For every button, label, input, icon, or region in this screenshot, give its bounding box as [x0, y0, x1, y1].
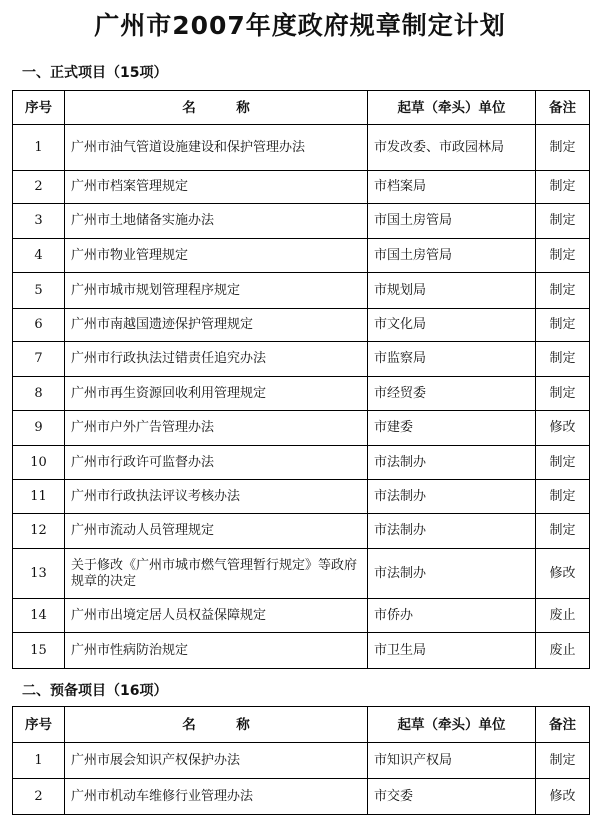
table-row [13, 239, 590, 273]
row-unit: 市建委 [368, 411, 536, 446]
row-unit: 市规划局 [368, 273, 536, 309]
row-name: 关于修改《广州市城市燃气管理暂行规定》等政府规章的决定 [65, 549, 368, 599]
table-row [13, 743, 590, 779]
header-note: 备注 [536, 707, 590, 743]
row-name: 广州市档案管理规定 [65, 171, 368, 204]
row-unit: 市发改委、市政园林局 [368, 125, 536, 171]
row-unit: 市卫生局 [368, 633, 536, 669]
table-row [13, 171, 590, 204]
row-number: 9 [13, 411, 65, 446]
row-number: 2 [13, 779, 65, 815]
row-name: 广州市南越国遗迹保护管理规定 [65, 309, 368, 342]
row-name: 广州市物业管理规定 [65, 239, 368, 273]
row-unit: 市知识产权局 [368, 743, 536, 779]
table-row [13, 125, 590, 171]
row-note: 制定 [536, 204, 590, 239]
table-row [13, 549, 590, 599]
table-row [13, 514, 590, 549]
row-number: 13 [13, 549, 65, 599]
header-number: 序号 [13, 707, 65, 743]
table-row [13, 599, 590, 633]
reserve-projects-table [12, 706, 590, 815]
table-row [13, 411, 590, 446]
row-number: 6 [13, 309, 65, 342]
row-name: 广州市行政执法评议考核办法 [65, 480, 368, 514]
row-note: 制定 [536, 743, 590, 779]
row-name: 广州市出境定居人员权益保障规定 [65, 599, 368, 633]
row-note: 修改 [536, 549, 590, 599]
row-note: 修改 [536, 779, 590, 815]
header-note: 备注 [536, 91, 590, 125]
formal-projects-table [12, 90, 590, 669]
row-unit: 市法制办 [368, 446, 536, 480]
header-name: 名 称 [65, 91, 368, 125]
row-note: 制定 [536, 480, 590, 514]
row-number: 7 [13, 342, 65, 377]
row-unit: 市法制办 [368, 549, 536, 599]
row-number: 3 [13, 204, 65, 239]
row-name: 广州市流动人员管理规定 [65, 514, 368, 549]
table-row [13, 204, 590, 239]
row-name: 广州市油气管道设施建设和保护管理办法 [65, 125, 368, 171]
header-drafting-unit: 起草（牵头）单位 [368, 707, 536, 743]
row-unit: 市国土房管局 [368, 239, 536, 273]
row-number: 10 [13, 446, 65, 480]
page-title: 广州市2007年度政府规章制定计划 [94, 11, 506, 40]
table-row [13, 633, 590, 669]
row-unit: 市侨办 [368, 599, 536, 633]
row-name: 广州市行政执法过错责任追究办法 [65, 342, 368, 377]
row-unit: 市档案局 [368, 171, 536, 204]
row-number: 4 [13, 239, 65, 273]
row-note: 废止 [536, 633, 590, 669]
row-number: 12 [13, 514, 65, 549]
section-heading-reserve: 二、预备项目（16项） [22, 683, 168, 699]
row-note: 制定 [536, 239, 590, 273]
table-header-row [13, 91, 590, 125]
row-unit: 市交委 [368, 779, 536, 815]
header-number: 序号 [13, 91, 65, 125]
row-number: 11 [13, 480, 65, 514]
row-note: 制定 [536, 309, 590, 342]
header-name: 名 称 [65, 707, 368, 743]
row-note: 制定 [536, 446, 590, 480]
table-row [13, 342, 590, 377]
row-number: 2 [13, 171, 65, 204]
row-unit: 市国土房管局 [368, 204, 536, 239]
row-note: 制定 [536, 273, 590, 309]
table-header-row [13, 707, 590, 743]
row-number: 5 [13, 273, 65, 309]
row-note: 制定 [536, 342, 590, 377]
table-row [13, 309, 590, 342]
row-number: 14 [13, 599, 65, 633]
row-note: 废止 [536, 599, 590, 633]
row-unit: 市文化局 [368, 309, 536, 342]
row-name: 广州市性病防治规定 [65, 633, 368, 669]
table-row [13, 377, 590, 411]
table-row [13, 446, 590, 480]
row-name: 广州市机动车维修行业管理办法 [65, 779, 368, 815]
row-note: 制定 [536, 377, 590, 411]
row-name: 广州市行政许可监督办法 [65, 446, 368, 480]
row-unit: 市法制办 [368, 480, 536, 514]
row-note: 制定 [536, 171, 590, 204]
header-drafting-unit: 起草（牵头）单位 [368, 91, 536, 125]
row-unit: 市经贸委 [368, 377, 536, 411]
row-name: 广州市城市规划管理程序规定 [65, 273, 368, 309]
row-name: 广州市展会知识产权保护办法 [65, 743, 368, 779]
row-name: 广州市户外广告管理办法 [65, 411, 368, 446]
row-note: 制定 [536, 125, 590, 171]
row-unit: 市监察局 [368, 342, 536, 377]
row-note: 修改 [536, 411, 590, 446]
row-number: 8 [13, 377, 65, 411]
row-number: 1 [13, 743, 65, 779]
row-name: 广州市土地储备实施办法 [65, 204, 368, 239]
section-heading-formal: 一、正式项目（15项） [22, 65, 168, 81]
table-row [13, 480, 590, 514]
table-row [13, 779, 590, 815]
row-unit: 市法制办 [368, 514, 536, 549]
row-name: 广州市再生资源回收利用管理规定 [65, 377, 368, 411]
row-number: 15 [13, 633, 65, 669]
row-note: 制定 [536, 514, 590, 549]
row-number: 1 [13, 125, 65, 171]
table-row [13, 273, 590, 309]
